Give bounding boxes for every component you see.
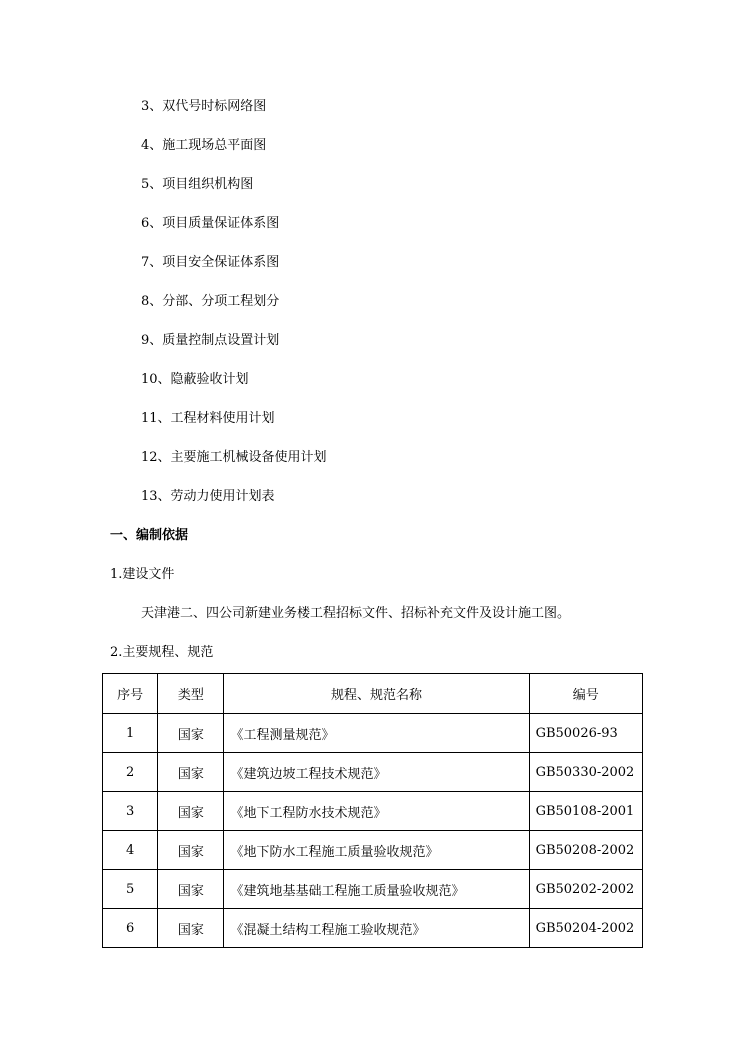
header-cell: 编号: [529, 674, 642, 714]
table-cell: GB50204-2002: [529, 909, 642, 948]
header-cell: 序号: [103, 674, 158, 714]
table-cell: GB50202-2002: [529, 870, 642, 909]
header-cell: 规程、规范名称: [224, 674, 529, 714]
toc-item: 10、隐蔽验收计划: [141, 372, 249, 387]
spec-table: [102, 673, 643, 948]
table-cell: 国家: [158, 792, 224, 831]
table-header-row: [103, 674, 643, 714]
toc-item: 9、质量控制点设置计划: [141, 333, 280, 348]
table-row: [103, 831, 643, 870]
toc-item: 12、主要施工机械设备使用计划: [141, 450, 327, 465]
toc-item: 6、项目质量保证体系图: [141, 216, 280, 231]
toc-item: 3、双代号时标网络图: [141, 99, 267, 114]
table-cell: 《混凝土结构工程施工验收规范》: [224, 909, 529, 948]
table-cell: 5: [103, 870, 158, 909]
toc-item: 4、施工现场总平面图: [141, 138, 267, 153]
table-cell: GB50208-2002: [529, 831, 642, 870]
table-cell: GB50026-93: [529, 714, 642, 753]
table-row: [103, 909, 643, 948]
table-row: [103, 870, 643, 909]
table-cell: GB50330-2002: [529, 753, 642, 792]
table-cell: 国家: [158, 753, 224, 792]
table-cell: 《建筑地基基础工程施工质量验收规范》: [224, 870, 529, 909]
toc-item: 5、项目组织机构图: [141, 177, 254, 192]
toc-item: 7、项目安全保证体系图: [141, 255, 280, 270]
table-cell: GB50108-2001: [529, 792, 642, 831]
table-cell: 国家: [158, 714, 224, 753]
toc-item: 13、劳动力使用计划表: [141, 489, 275, 504]
subsection-title: 1.建设文件: [110, 567, 175, 582]
table-row: [103, 714, 643, 753]
table-cell: 国家: [158, 909, 224, 948]
table-row: [103, 792, 643, 831]
toc-item: 8、分部、分项工程划分: [141, 294, 280, 309]
toc-item: 11、工程材料使用计划: [141, 411, 275, 426]
table-cell: 国家: [158, 870, 224, 909]
table-cell: 《工程测量规范》: [224, 714, 529, 753]
table-cell: 《建筑边坡工程技术规范》: [224, 753, 529, 792]
table-row: [103, 753, 643, 792]
table-cell: 《地下工程防水技术规范》: [224, 792, 529, 831]
table-cell: 《地下防水工程施工质量验收规范》: [224, 831, 529, 870]
table-cell: 4: [103, 831, 158, 870]
table-cell: 2: [103, 753, 158, 792]
header-cell: 类型: [158, 674, 224, 714]
table-cell: 3: [103, 792, 158, 831]
table-cell: 1: [103, 714, 158, 753]
subsection-title: 2.主要规程、规范: [110, 645, 214, 660]
section-heading: 一、编制依据: [110, 528, 189, 543]
table-cell: 6: [103, 909, 158, 948]
table-cell: 国家: [158, 831, 224, 870]
paragraph: 天津港二、四公司新建业务楼工程招标文件、招标补充文件及设计施工图。: [141, 606, 571, 621]
